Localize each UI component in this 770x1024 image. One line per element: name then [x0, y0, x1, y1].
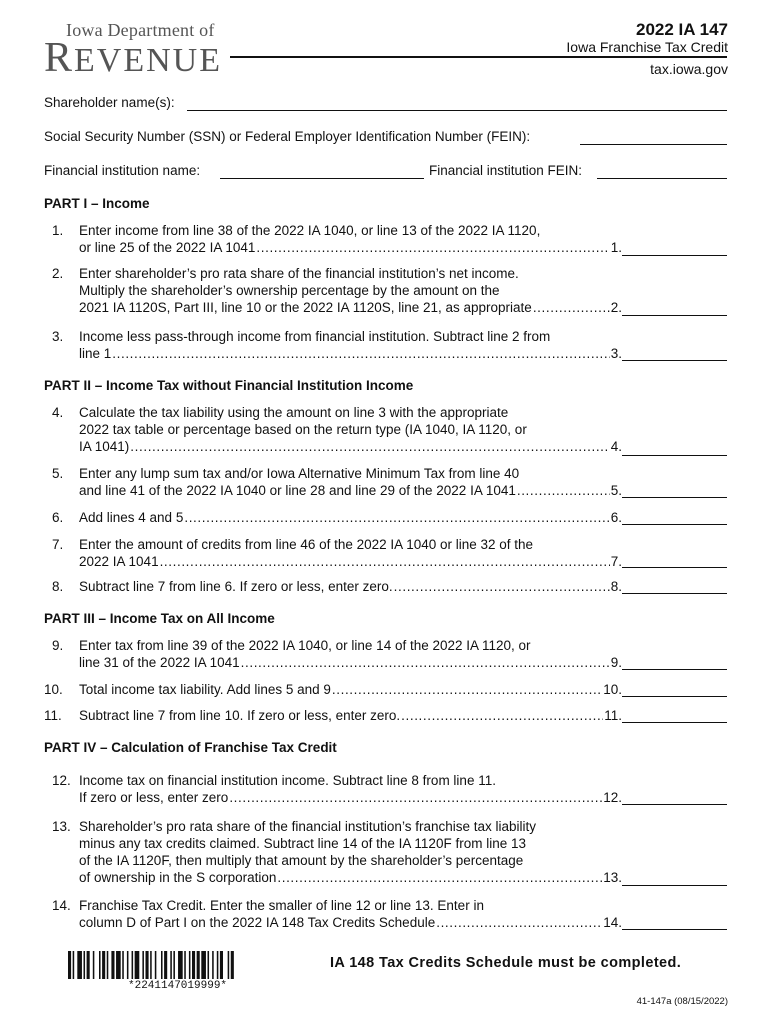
logo-department-text: Iowa Department of: [66, 20, 215, 40]
line-text: 2022 IA 1041: [79, 554, 159, 569]
line-text: Enter the amount of credits from line 46 of the 2022 IA 1040 or line 32 of the: [79, 537, 534, 552]
line-11-answer[interactable]: [622, 722, 727, 723]
leader-dots: [436, 914, 602, 931]
institution-name-label: Financial institution name:: [44, 163, 201, 178]
line-ref: 6.: [610, 510, 622, 525]
line-ref: 13.: [603, 870, 622, 885]
line-text: IA 1041): [79, 439, 130, 454]
line-ref: 5.: [610, 483, 622, 498]
line-1-answer[interactable]: [622, 255, 727, 256]
part-2-heading: PART II – Income Tax without Financial Institution Income: [44, 378, 414, 393]
line-text: 2022 tax table or percentage based on the return type (IA 1040, IA 1120, or: [79, 422, 527, 437]
line-8-answer[interactable]: [622, 593, 727, 594]
leader-dots: [517, 482, 610, 499]
line-number: 1.: [52, 223, 64, 238]
ssn-fein-label: Social Security Number (SSN) or Federal Employer Identification Number (FEIN):: [44, 129, 531, 144]
line-number: 6.: [52, 510, 64, 525]
line-ref: 8.: [610, 579, 622, 594]
leader-dots: [401, 707, 603, 724]
line-text: Shareholder’s pro rata share of the financial institution’s franchise tax liability: [79, 819, 537, 834]
form-title: Iowa Franchise Tax Credit: [566, 39, 728, 55]
line-number: 4.: [52, 405, 64, 420]
line-12-answer[interactable]: [622, 804, 727, 805]
leader-dots: [130, 438, 609, 455]
leader-dots: [160, 553, 610, 570]
shareholder-names-field[interactable]: [187, 110, 727, 111]
line-13-answer[interactable]: [622, 885, 727, 886]
line-4-answer[interactable]: [622, 455, 727, 456]
line-number: 12.: [52, 773, 71, 788]
line-text: Enter tax from line 39 of the 2022 IA 1040, or line 14 of the 2022 IA 1120, or: [79, 638, 531, 653]
line-text: line 31 of the 2022 IA 1041: [79, 655, 240, 670]
line-text: or line 25 of the 2022 IA 1041: [79, 240, 256, 255]
line-ref: 9.: [610, 655, 622, 670]
leader-dots: [241, 654, 610, 671]
line-ref: 4.: [610, 439, 622, 454]
line-text: Subtract line 7 from line 10. If zero or less, enter zero.: [79, 708, 401, 723]
form-id: 2022 IA 147: [636, 20, 728, 39]
line-text: line 1: [79, 346, 112, 361]
line-text: Add lines 4 and 5: [79, 510, 184, 525]
header-rule: [230, 56, 727, 58]
part-3-heading: PART III – Income Tax on All Income: [44, 611, 275, 626]
barcode-icon: [68, 951, 290, 979]
leader-dots: [533, 299, 610, 316]
line-2-answer[interactable]: [622, 315, 727, 316]
line-number: 8.: [52, 579, 64, 594]
line-text: Multiply the shareholder’s ownership percentage by the amount on the: [79, 283, 500, 298]
line-number: 11.: [44, 708, 62, 723]
line-5-answer[interactable]: [622, 497, 727, 498]
line-number: 10.: [44, 682, 63, 697]
line-text: Total income tax liability. Add lines 5 and 9: [79, 682, 331, 697]
line-ref: 3.: [610, 346, 622, 361]
line-number: 13.: [52, 819, 71, 834]
part-4-heading: PART IV – Calculation of Franchise Tax Credit: [44, 740, 337, 755]
leader-dots: [277, 869, 602, 886]
line-number: 3.: [52, 329, 64, 344]
barcode-text: *2241147019999*: [128, 980, 228, 992]
line-text: If zero or less, enter zero: [79, 790, 229, 805]
shareholder-names-label: Shareholder name(s):: [44, 95, 175, 110]
schedule-notice: IA 148 Tax Credits Schedule must be completed.: [330, 955, 682, 971]
line-text: column D of Part I on the 2022 IA 148 Tax Credits Schedule: [79, 915, 436, 930]
line-ref: 2.: [610, 300, 622, 315]
line-number: 2.: [52, 266, 64, 281]
line-3-answer[interactable]: [622, 360, 727, 361]
line-number: 9.: [52, 638, 64, 653]
institution-fein-label: Financial institution FEIN:: [429, 163, 583, 178]
line-number: 5.: [52, 466, 64, 481]
line-ref: 14.: [603, 915, 622, 930]
leader-dots: [229, 789, 602, 806]
line-number: 7.: [52, 537, 64, 552]
line-text: 2021 IA 1120S, Part III, line 10 or the 2022 IA 1120S, line 21, as appropriate: [79, 300, 532, 315]
line-text: Income tax on financial institution income. Subtract line 8 from line 11.: [79, 773, 496, 788]
line-10-answer[interactable]: [622, 696, 727, 697]
line-9-answer[interactable]: [622, 669, 727, 670]
line-7-answer[interactable]: [622, 567, 727, 568]
website: tax.iowa.gov: [650, 61, 728, 77]
institution-name-field[interactable]: [220, 178, 424, 179]
line-text: minus any tax credits claimed. Subtract line 14 of the IA 1120F from line 13: [79, 836, 526, 851]
logo-revenue-initial: R: [44, 35, 75, 81]
line-ref: 10.: [603, 682, 622, 697]
leader-dots: [394, 578, 610, 595]
line-ref: 12.: [603, 790, 622, 805]
line-ref: 11.: [604, 708, 622, 723]
leader-dots: [184, 509, 609, 526]
line-text: Income less pass-through income from financial institution. Subtract line 2 from: [79, 329, 551, 344]
leader-dots: [112, 345, 609, 362]
line-number: 14.: [52, 898, 71, 913]
line-text: Franchise Tax Credit. Enter the smaller of line 12 or line 13. Enter in: [79, 898, 484, 913]
part-1-heading: PART I – Income: [44, 196, 150, 211]
form-number: 41-147a (08/15/2022): [636, 996, 728, 1007]
logo-revenue-text: [44, 34, 222, 82]
line-text: of ownership in the S corporation: [79, 870, 277, 885]
line-14-answer[interactable]: [622, 929, 727, 930]
ssn-fein-field[interactable]: [580, 144, 727, 145]
leader-dots: [256, 239, 609, 256]
line-text: of the IA 1120F, then multiply that amount by the shareholder’s percentage: [79, 853, 524, 868]
line-ref: 7.: [610, 554, 622, 569]
line-text: Calculate the tax liability using the amount on line 3 with the appropriate: [79, 405, 509, 420]
line-ref: 1.: [610, 240, 622, 255]
line-text: and line 41 of the 2022 IA 1040 or line 28 and line 29 of the 2022 IA 1041: [79, 483, 516, 498]
institution-fein-field[interactable]: [597, 178, 727, 179]
line-text: Enter shareholder’s pro rata share of the financial institution’s net income.: [79, 266, 519, 281]
line-6-answer[interactable]: [622, 524, 727, 525]
line-text: Subtract line 7 from line 6. If zero or less, enter zero.: [79, 579, 393, 594]
leader-dots: [332, 681, 602, 698]
line-text: Enter any lump sum tax and/or Iowa Alternative Minimum Tax from line 40: [79, 466, 520, 481]
line-text: Enter income from line 38 of the 2022 IA 1040, or line 13 of the 2022 IA 1120,: [79, 223, 541, 238]
logo-revenue-rest: EVENUE: [74, 42, 222, 79]
